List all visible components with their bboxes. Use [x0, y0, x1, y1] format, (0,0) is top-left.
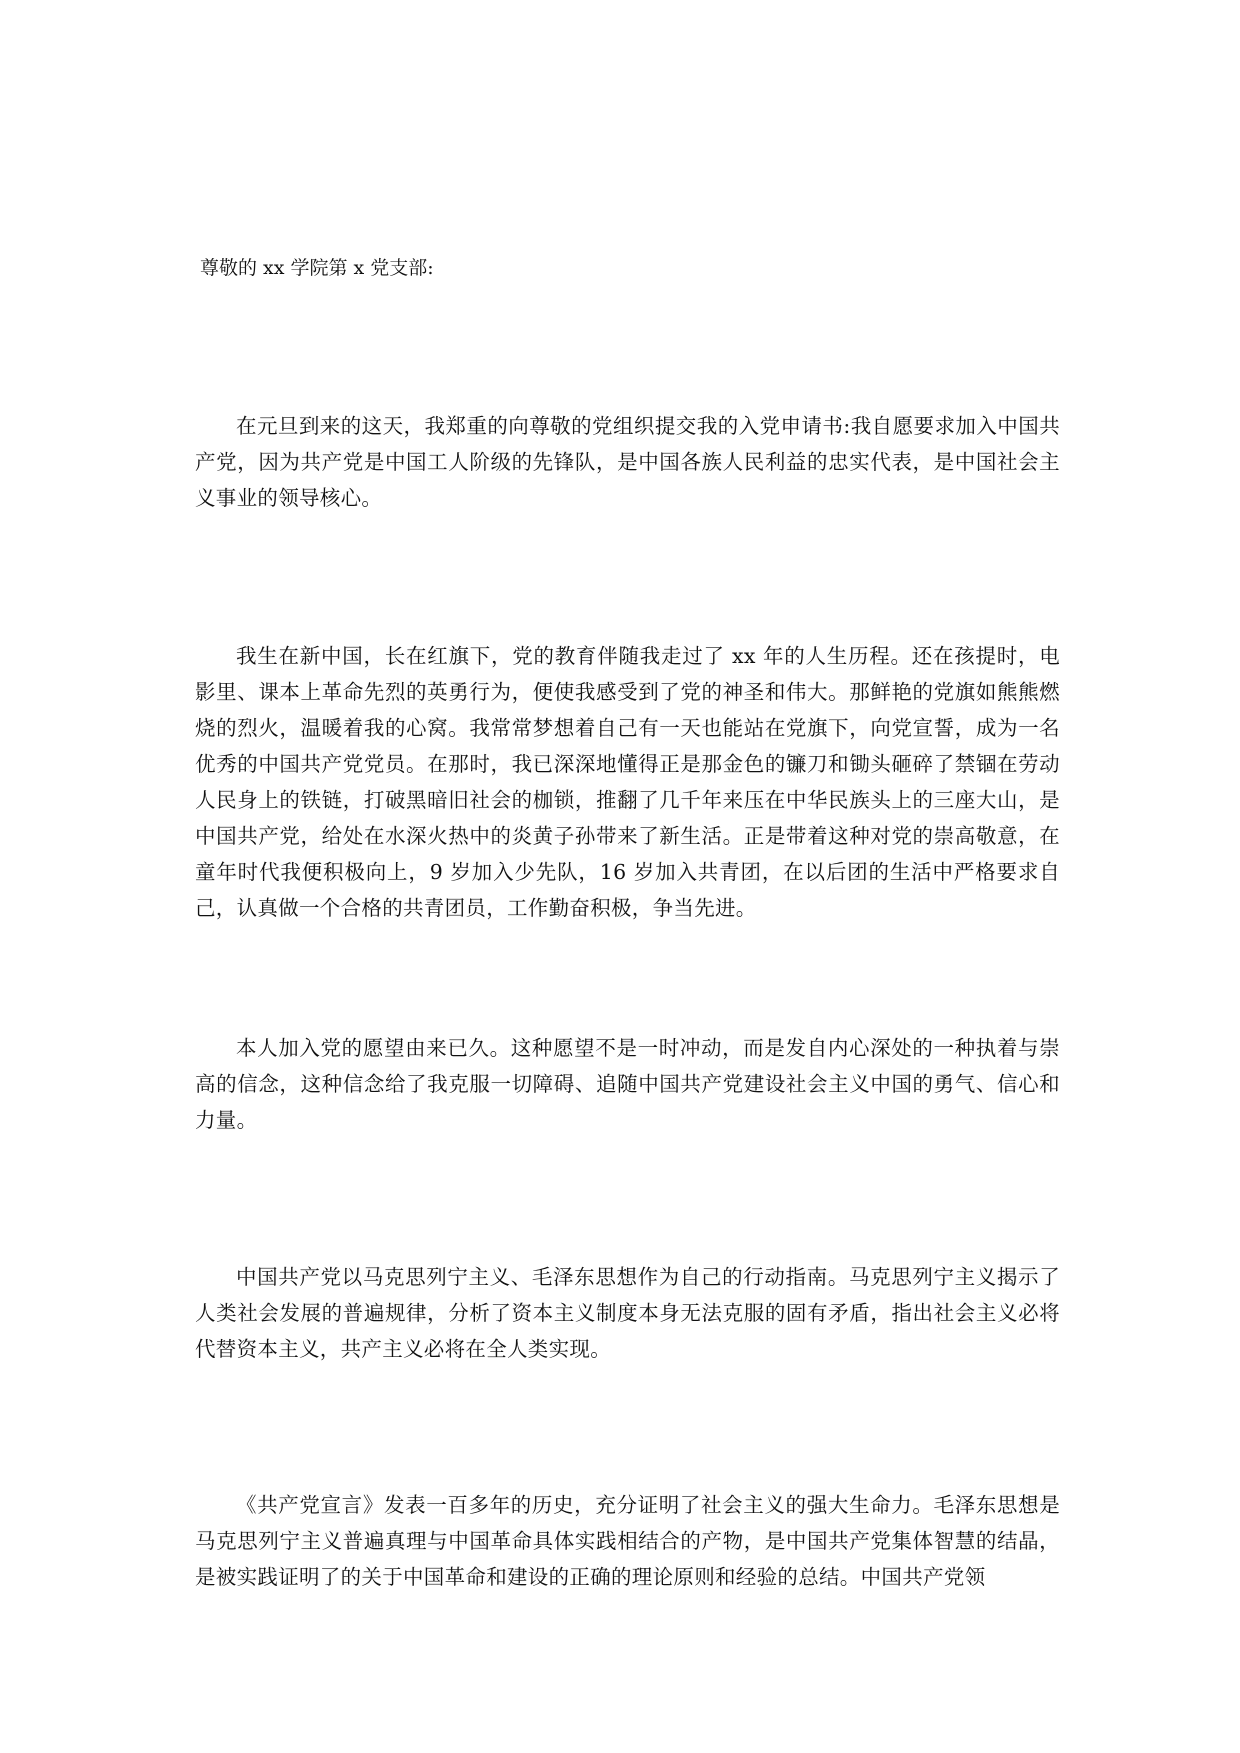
paragraph-guiding-ideology: 中国共产党以马克思列宁主义、毛泽东思想作为自己的行动指南。马克思列宁主义揭示了人类社会发展的普遍规律，分析了资本主义制度本身无法克服的固有矛盾，指出社会主义必将代替资本主义，共产主义必将在全人类实现。: [195, 1265, 1060, 1361]
paragraph-personal-history: 我生在新中国，长在红旗下，党的教育伴随我走过了 xx 年的人生历程。还在孩提时，电影里、课本上革命先烈的英勇行为，便使我感受到了党的神圣和伟大。那鲜艳的党旗如熊熊燃烧的烈火，温暖着我的心窝。我常常梦想着自己有一天也能站在党旗下，向党宣誓，成为一名优秀的中国共产党党员。在那时，我已深深地懂得正是那金色的镰刀和锄头砸碎了禁锢在劳动人民身上的铁链，打破黑暗旧社会的枷锁，推翻了几千年来压在中华民族头上的三座大山，是中国共产党，给处在水深火热中的炎黄子孙带来了新生活。正是带着这种对党的崇高敬意，在童年时代我便积极向上，9 岁加入少先队，16 岁加入共青团，在以后团的生活中严格要求自己，认真做一个合格的共青团员，工作勤奋积极，争当先进。: [195, 644, 1060, 920]
paragraph-communist-manifesto: 《共产党宣言》发表一百多年的历史，充分证明了社会主义的强大生命力。毛泽东思想是马克思列宁主义普遍真理与中国革命具体实践相结合的产物，是中国共产党集体智慧的结晶，是被实践证明了的关于中国革命和建设的正确的理论原则和经验的总结。中国共产党领: [195, 1493, 1060, 1589]
salutation: 尊敬的 xx 学院第 x 党支部:: [200, 257, 434, 279]
paragraph-long-held-wish: 本人加入党的愿望由来已久。这种愿望不是一时冲动，而是发自内心深处的一种执着与崇高的信念，这种信念给了我克服一切障碍、追随中国共产党建设社会主义中国的勇气、信心和力量。: [195, 1036, 1060, 1132]
paragraph-new-year-application: 在元旦到来的这天，我郑重的向尊敬的党组织提交我的入党申请书:我自愿要求加入中国共产党，因为共产党是中国工人阶级的先锋队，是中国各族人民利益的忠实代表，是中国社会主义事业的领导核心。: [195, 414, 1060, 510]
